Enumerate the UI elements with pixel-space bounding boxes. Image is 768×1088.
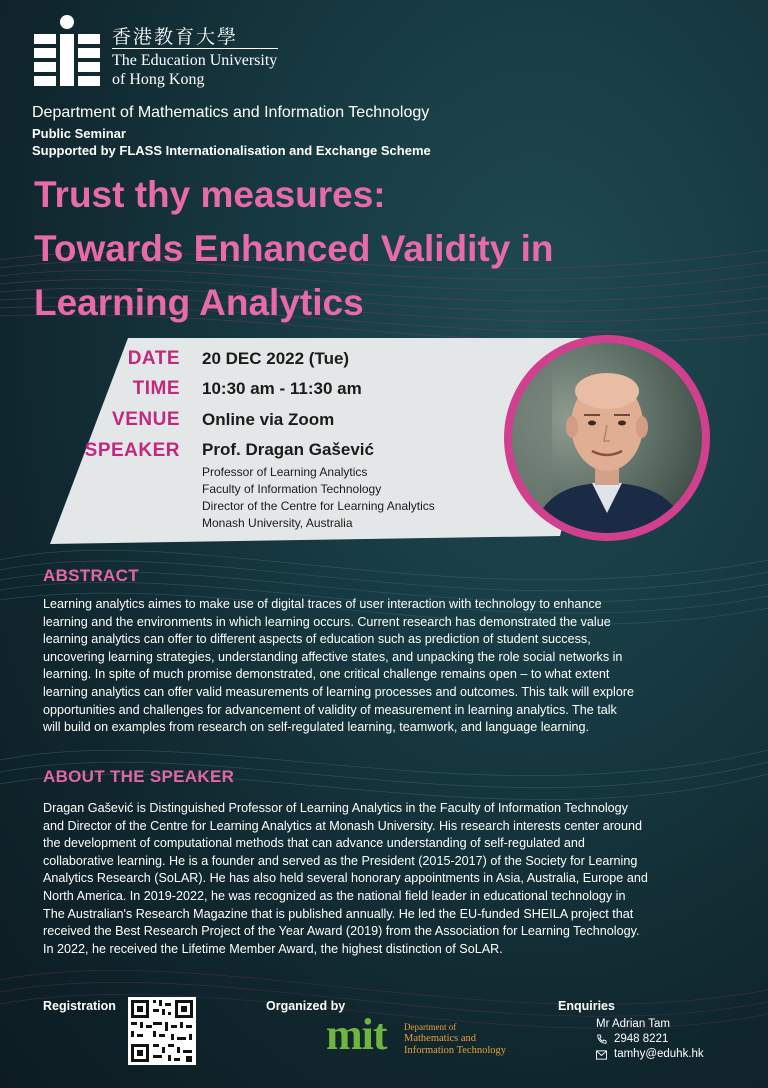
about-line: Analytics Research (SoLAR). He has also held several honorary appointments in Asia, Australia, Europe and [43,871,648,886]
title-line-1: Trust thy measures: [34,174,386,215]
mit-dept-line3: Information Technology [404,1045,507,1056]
logo-divider [112,48,278,49]
abstract-line: will build on examples from research on self-regulated learning, teamwork, and language learning. [43,720,590,735]
venue-label: VENUE [112,409,180,430]
date-value: 20 DEC 2022 (Tue) [202,349,350,368]
speaker-photo [512,343,702,533]
abstract-line: learning analytics can offer valid measurements of learning processes and outcomes. This talk will explore [43,684,635,699]
title-line-3: Learning Analytics [34,282,364,323]
about-line: The Australian's Research Magazine that is published annually. He led the EU-funded SHEILA project that [43,906,634,921]
event-type: Public Seminar [32,126,126,141]
abstract-line: uncovering learning strategies, understanding affective states, and unpacking the role social networks in [43,649,623,664]
about-line: Dragan Gašević is Distinguished Professor of Learning Analytics in the Faculty of Information Technology [43,801,628,815]
date-label: DATE [127,348,180,369]
abstract-line: opportunities and challenges for advancement of validity of measurement in learning analytics. The talk [43,702,617,717]
speaker-title-2: Faculty of Information Technology [202,482,382,496]
speaker-title-1: Professor of Learning Analytics [202,465,368,479]
about-text [43,800,725,958]
organized-label: Organized by [266,999,346,1013]
registration-label: Registration [43,999,116,1013]
about-line: In 2022, he received the Lifetime Member Award, the highest distinction of SoLAR. [43,941,503,956]
mit-logo-mark: mit [326,1010,387,1059]
speaker-title-3: Director of the Centre for Learning Analytics [202,499,435,513]
contact-name: Mr Adrian Tam [596,1018,670,1030]
abstract-line: learning. In spite of much promise demonstrated, one critical challenge remains open – to what extent [43,667,610,682]
logo-chinese-name: 香港教育大學 [112,26,239,48]
speaker-label: SPEAKER [84,440,180,461]
eduhk-logo-icon [34,14,100,92]
title-line-2: Towards Enhanced Validity in [34,228,554,269]
department-name: Department of Mathematics and Information Technology [32,104,430,121]
abstract-text [43,596,723,737]
abstract-line: Learning analytics aimes to make use of digital traces of user interaction with technology to enhance [43,597,602,611]
venue-value: Online via Zoom [202,410,335,429]
mit-dept-line1: Department of [404,1022,457,1032]
contact-email[interactable]: tamhy@eduhk.hk [614,1048,704,1060]
abstract-heading: ABSTRACT [43,566,139,585]
contact-phone[interactable]: 2948 8221 [614,1033,669,1045]
abstract-line: learning and the environments in which learning occurs. Current research has demonstrated the value [43,614,611,629]
about-line: collaborative learning. He is a founder and served as the President (2015-2017) of the Society for Learning [43,853,638,868]
enquiries-label: Enquiries [558,999,615,1013]
about-line: the development of computational methods that can advance understanding of self-regulated and [43,836,585,851]
logo-english-line1: The Education University [112,52,278,69]
abstract-line: learning analytics can offer to different aspects of education such as prediction of student success, [43,632,591,647]
support-line: Supported by FLASS Internationalisation and Exchange Scheme [32,143,431,158]
speaker-title-4: Monash University, Australia [202,516,353,530]
mit-logo [326,1010,526,1062]
time-label: TIME [132,378,180,399]
about-line: North America. In 2019-2022, he was recognized as the national field leader in educational technology in [43,888,626,903]
mit-dept-line2: Mathematics and [404,1033,477,1044]
speaker-name: Prof. Dragan Gašević [202,440,374,459]
phone-icon [596,1034,607,1045]
seminar-title [34,168,553,330]
logo-english-line2: of Hong Kong [112,71,205,88]
about-line: and Director of the Centre for Learning Analytics at Monash University. His research interests center around [43,818,642,833]
about-heading: ABOUT THE SPEAKER [43,767,235,786]
about-line: received the Best Research Project of the Year Award (2019) from the Association for Learning Technology. [43,924,640,939]
email-icon [596,1050,607,1060]
time-value: 10:30 am - 11:30 am [202,379,362,398]
registration-qr-code[interactable] [128,997,196,1065]
